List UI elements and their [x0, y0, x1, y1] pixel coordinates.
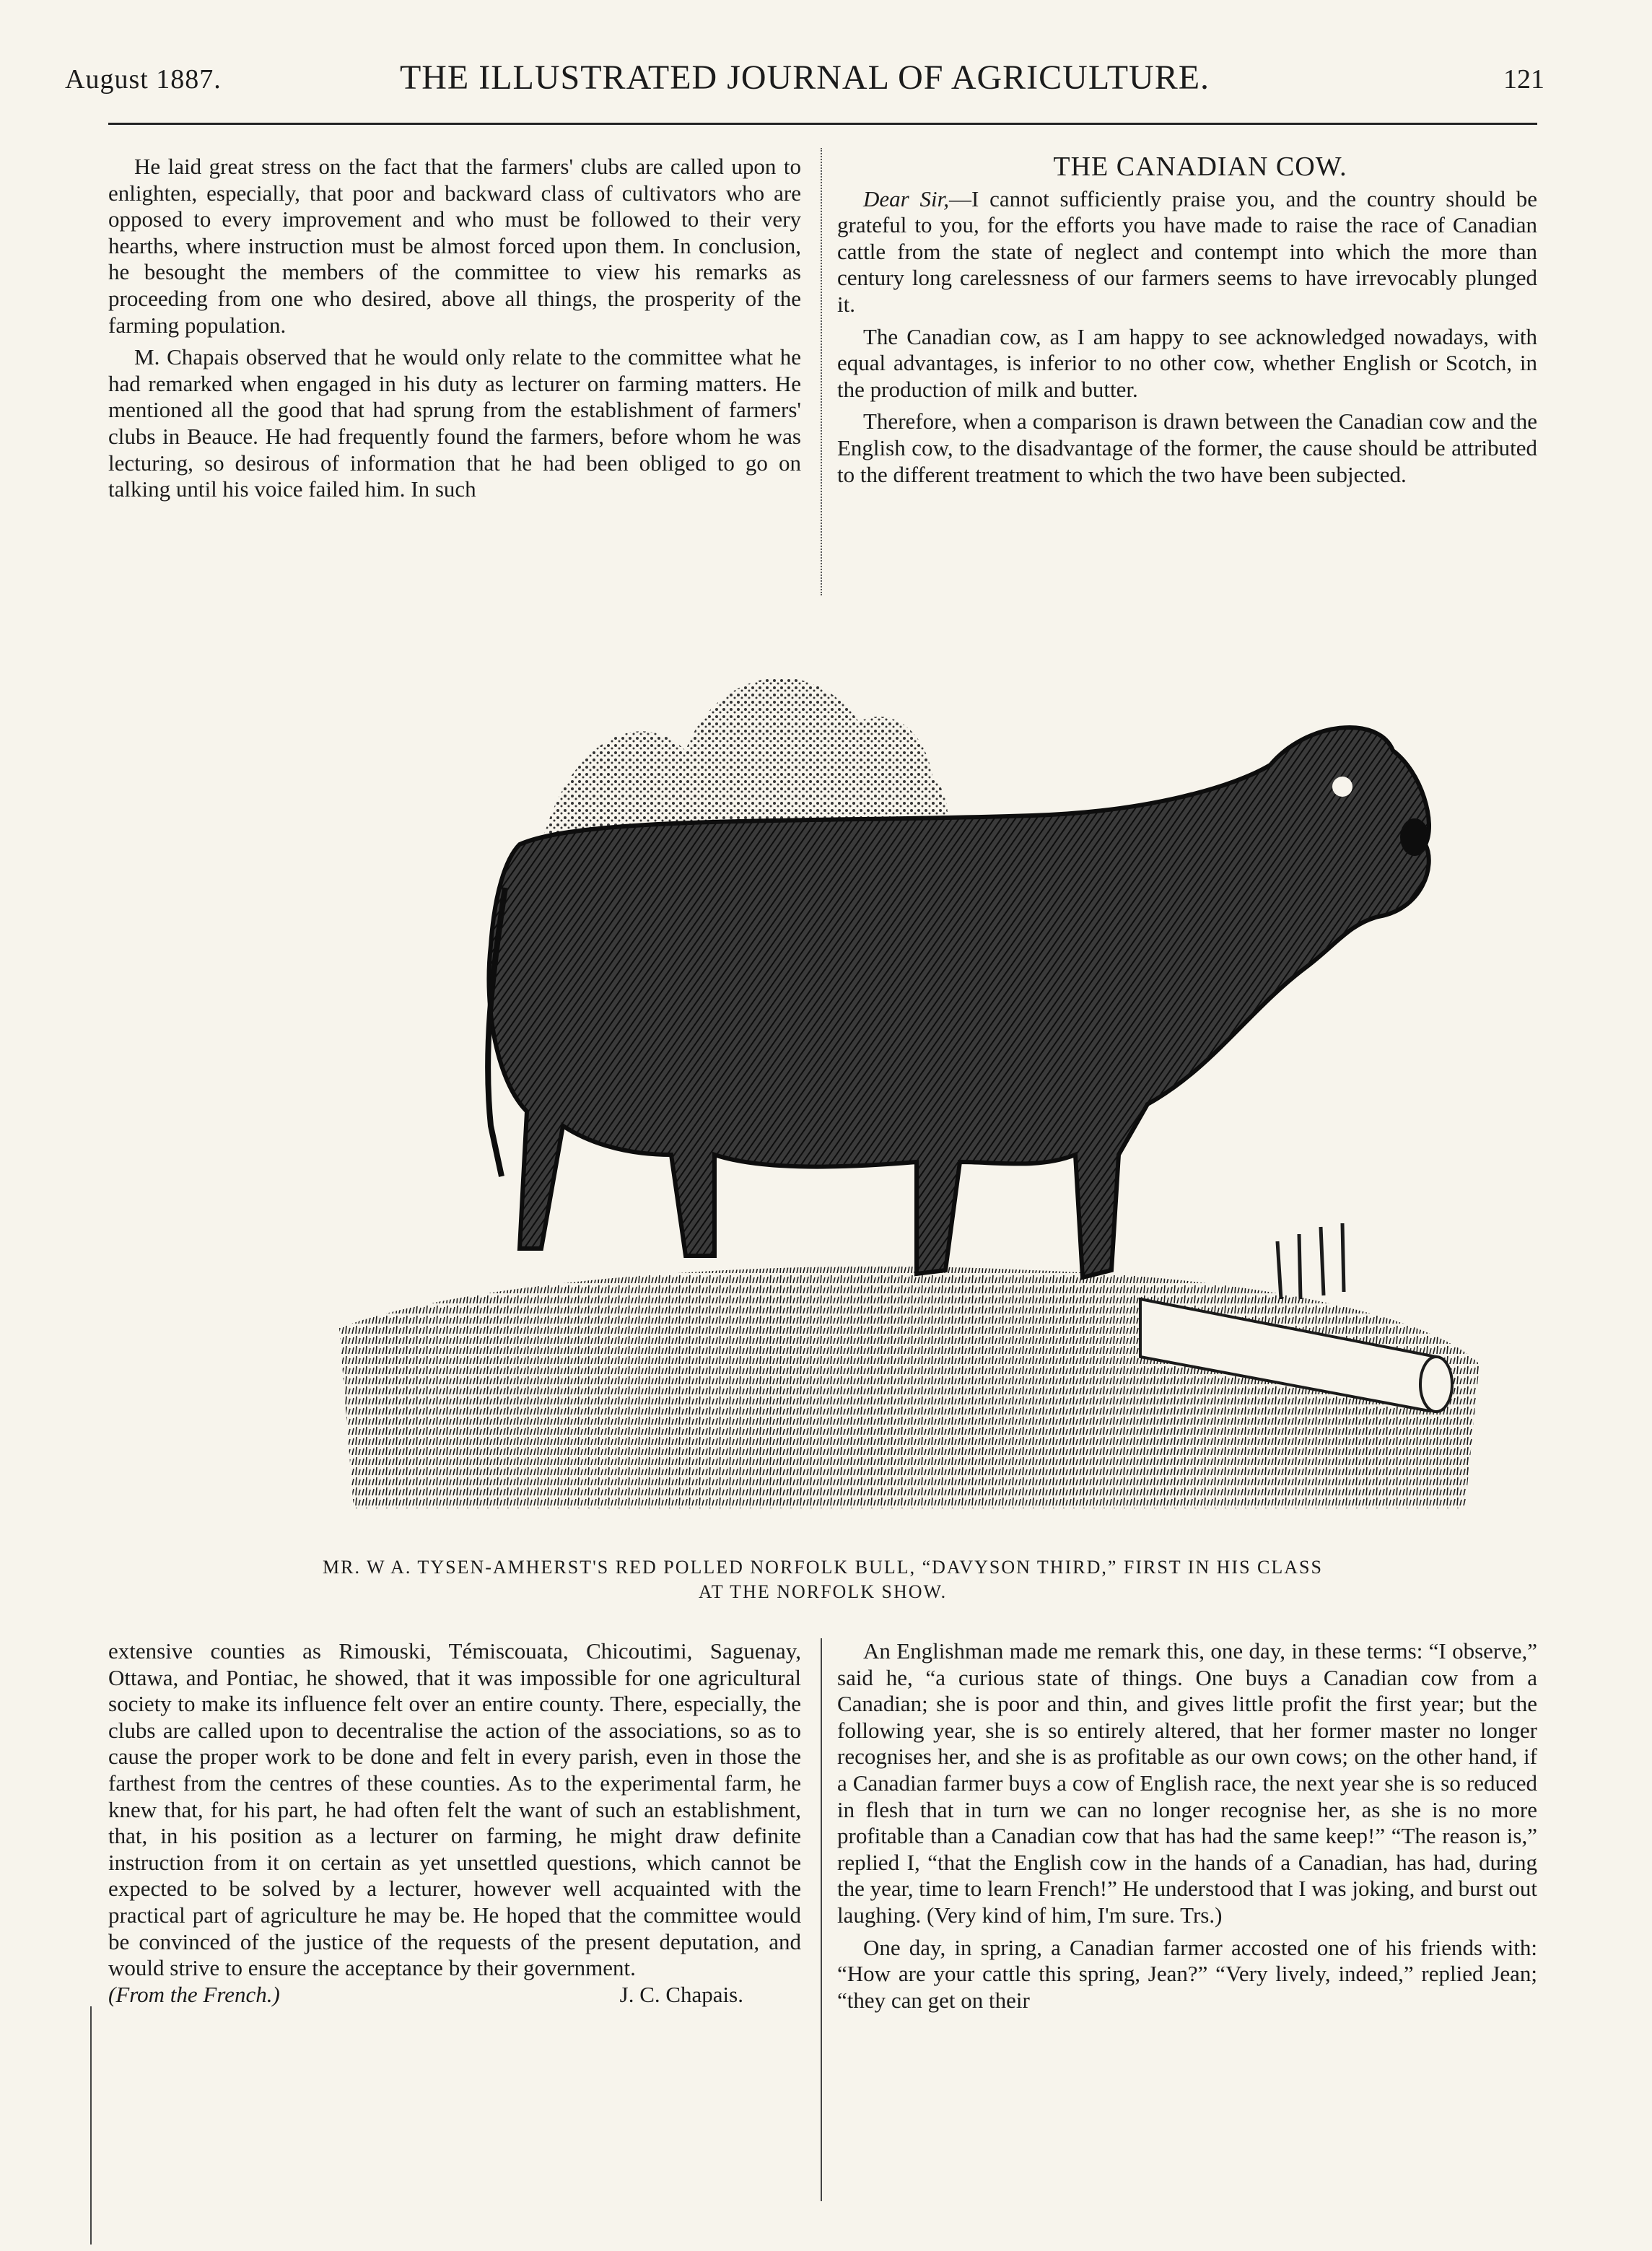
column-divider	[821, 1638, 823, 2201]
paragraph: Dear Sir,—I cannot sufficiently praise you, and the country should be grateful to you, for the efforts you have made to raise the race of Canadian cattle from the state of neglect and contempt into which the more than century long carelessness of our farmers seems to have irrevocably plunged it.	[837, 185, 1538, 317]
column-divider	[821, 148, 823, 595]
article-column-top-right	[837, 154, 1537, 601]
paragraph: One day, in spring, a Canadian farmer accosted one of his friends with: “How are your cattle this spring, Jean?” “Very lively, indeed,” replied Jean; “they can get on their	[837, 1934, 1537, 2013]
figure-caption: MR. W A. TYSEN-AMHERST'S RED POLLED NORFOLK BULL, “DAVYSON THIRD,” FIRST IN HIS CLASS AT THE NORFOLK SHOW.	[323, 1557, 1323, 1602]
paragraph: Therefore, when a comparison is drawn between the Canadian cow and the English cow, to the disadvantage of the former, the cause should be attributed to the different treatment to which the two have been subjected.	[837, 408, 1537, 487]
salutation: Dear Sir,	[863, 185, 949, 211]
article-heading: THE CANADIAN COW.	[1053, 152, 1347, 182]
paragraph: The Canadian cow, as I am happy to see acknowledged nowadays, with equal advantages, is inferior to no other cow, whether English or Scotch, in the production of milk and butter.	[837, 323, 1537, 402]
article-column-bottom-left	[108, 1638, 801, 2187]
paragraph: extensive counties as Rimouski, Témiscouata, Chicoutimi, Saguenay, Ottawa, and Pontiac, he showed, that it was impossible for one agricultural society to make its influence felt over an entire county. There, especially, the clubs are called upon to decentralise the action of the associations, so as to cause the proper work to be done and felt in every parish, even in those the farthest from the centres of these counties. As to the experimental farm, he knew that, for his part, he had often felt the want of such an establishment, that, in his position as a lecturer on farming, he might draw definite instruction from it on certain as yet unsettled questions, which cannot be expected to be solved by a lecturer, however well acquainted with the practical part of agriculture he may be. He hoped that the committee would be convinced of the justice of the requests of the present deputation, and would strive to ensure the acceptance by their government.	[108, 1638, 801, 1981]
margin-rule	[90, 2006, 92, 2245]
source-note: (From the French.)	[108, 1981, 280, 2007]
page-header	[65, 58, 1544, 108]
page-number: 121	[1503, 64, 1544, 95]
paragraph: He laid great stress on the fact that the farmers' clubs are called upon to enlighten, especially, that poor and backward class of cultivators who are opposed to every improvement and who must be followed to their very hearths, where instruction must be almost forced upon them. In conclusion, he besought the members of the committee to view his remarks as proceeding from one who desired, above all things, the prosperity of the farming population.	[108, 154, 801, 338]
article-column-top-left	[108, 154, 801, 601]
issue-date: August 1887.	[65, 64, 222, 95]
header-rule	[108, 123, 1537, 125]
author-signature: J. C. Chapais.	[619, 1981, 743, 2007]
bull-engraving	[310, 606, 1501, 1530]
paragraph: M. Chapais observed that he would only relate to the committee what he had remarked when engaged in his duty as lecturer on farming matters. He mentioned all the good that had sprung from the establishment of farmers' clubs in Beauce. He had frequently found the farmers, before whom he was lecturing, so desirous of information that he had been obliged to go on talking until his voice failed him. In such	[108, 344, 801, 502]
journal-title: THE ILLUSTRATED JOURNAL OF AGRICULTURE.	[399, 58, 1210, 97]
article-column-bottom-right	[837, 1638, 1537, 2187]
paragraph: An Englishman made me remark this, one day, in these terms: “I observe,” said he, “a curious state of things. One buys a Canadian cow from a Canadian; she is poor and thin, and gives little profit the first year; but the following year, she is so entirely altered, that her former master no longer recognises her, and she is as profitable as our own cows; on the other hand, if a Canadian farmer buys a cow of English race, the next year she is so reduced in flesh that in turn we can no longer recognise her, as she is no more profitable than a Canadian cow that has had the same keep!” “The reason is,” replied I, “that the English cow in the hands of a Canadian, has had, during the year, time to learn French!” He understood that I was joking, and burst out laughing. (Very kind of him, I'm sure. Trs.)	[837, 1638, 1537, 1928]
signature-line	[108, 1982, 801, 2009]
